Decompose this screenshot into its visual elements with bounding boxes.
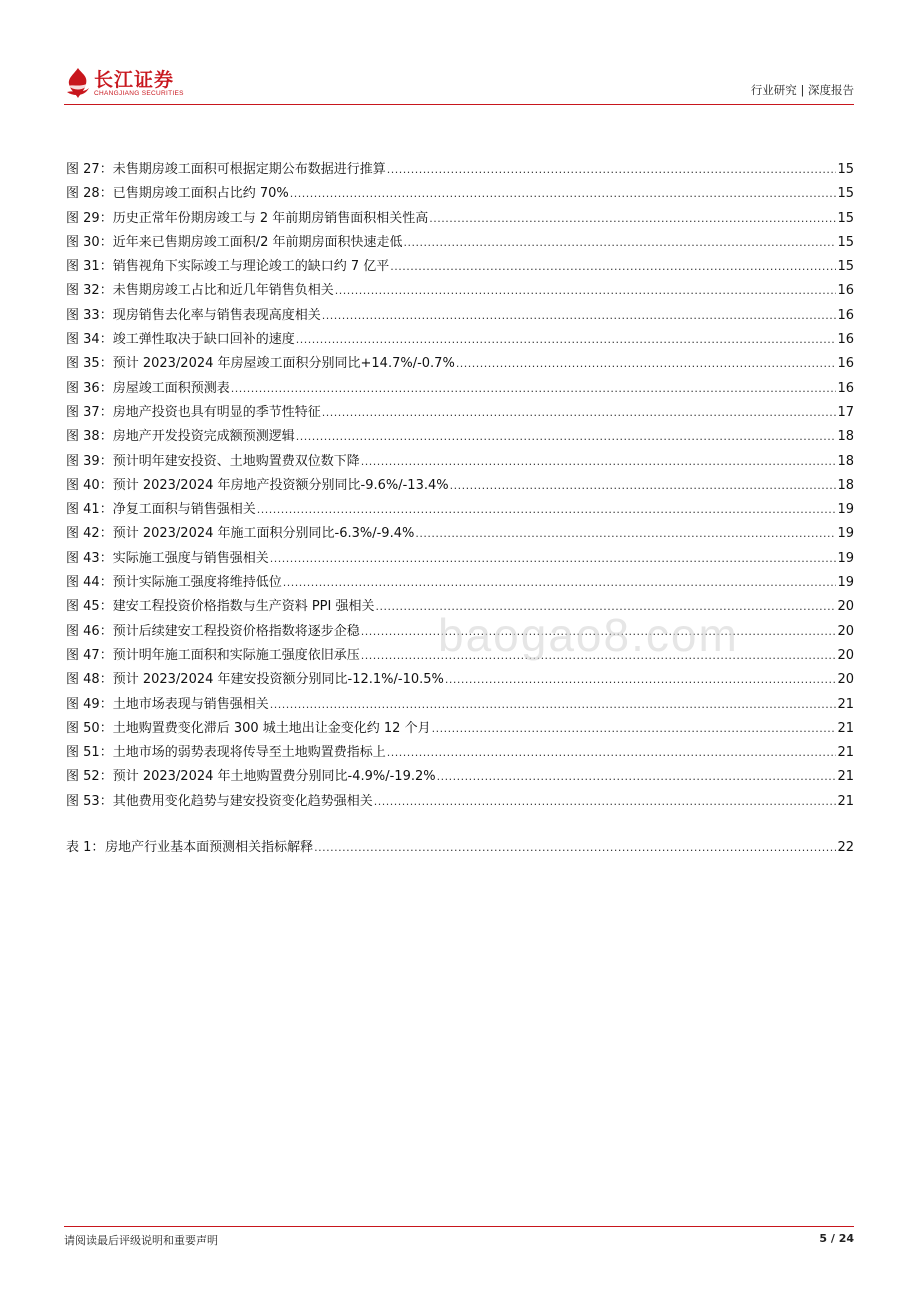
toc-entry-page: 22 (837, 840, 854, 856)
toc-leader-dots (283, 571, 837, 595)
toc-entry-title (66, 522, 414, 546)
toc-entry-label: 图 (66, 162, 80, 177)
toc-entry-text: 净复工面积与销售强相关 (112, 502, 256, 518)
toc-entry-number: 41： (83, 502, 113, 518)
toc-leader-dots (445, 668, 837, 692)
toc-leader-dots (322, 304, 837, 328)
toc-entry-text: 土地购置费变化滞后 300 城土地出让金变化约 12 个月 (112, 720, 431, 736)
toc-entry-text: 预计后续建安工程投资价格指数将逐步企稳 (112, 623, 360, 639)
toc-entry-label: 图 (66, 745, 80, 761)
toc-entry-title (66, 401, 321, 425)
toc-entry-number: 43： (83, 550, 113, 566)
toc-entry[interactable] (66, 595, 854, 619)
toc-entry-page: 19 (837, 502, 854, 518)
toc-entry-number: 44： (83, 575, 113, 591)
toc-entry[interactable] (66, 231, 854, 255)
toc-entry-page: 15 (837, 162, 854, 177)
toc-leader-dots (450, 474, 837, 498)
toc-entry-page: 19 (837, 526, 854, 542)
toc-entry-label: 图 (66, 526, 80, 542)
toc-entry-label: 图 (66, 623, 80, 639)
table-list (66, 836, 854, 860)
toc-entry-title (66, 693, 269, 717)
toc-entry-page: 16 (837, 307, 854, 323)
toc-entry-text: 预计 2023/2024 年施工面积分别同比-6.3%/-9.4% (112, 526, 415, 542)
company-logo (64, 66, 234, 100)
toc-entry-text: 预计 2023/2024 年建安投资额分别同比-12.1%/-10.5% (112, 672, 444, 688)
report-category: 行业研究 | 深度报告 (750, 83, 854, 97)
toc-entry-page: 21 (837, 720, 854, 736)
toc-leader-dots (374, 790, 837, 814)
toc-entry-title (66, 231, 403, 255)
toc-entry-label: 图 (66, 550, 80, 566)
toc-entry[interactable] (66, 425, 854, 449)
toc-entry-number: 37： (83, 404, 113, 420)
toc-entry-page: 17 (837, 404, 854, 420)
toc-entry-text: 房地产开发投资完成额预测逻辑 (112, 429, 295, 445)
toc-entry-page: 20 (837, 672, 854, 688)
toc-entry-number: 1： (83, 840, 105, 856)
toc-entry-label: 图 (66, 356, 80, 372)
toc-leader-dots (361, 450, 837, 474)
toc-entry-page: 15 (837, 210, 854, 226)
figure-list (66, 158, 854, 814)
toc-entry-text: 土地市场的弱势表现将传导至土地购置费指标上 (112, 745, 386, 761)
toc-entry[interactable] (66, 401, 854, 425)
toc-entry[interactable] (66, 836, 854, 860)
toc-entry-number: 40： (83, 477, 113, 493)
toc-entry-text: 销售视角下实际竣工与理论竣工的缺口约 7 亿平 (112, 259, 390, 275)
page-number: 5 / 24 (819, 1232, 854, 1245)
toc-entry-label: 图 (66, 210, 80, 226)
toc-entry-page: 21 (837, 793, 854, 809)
toc-entry-text: 预计 2023/2024 年房地产投资额分别同比-9.6%/-13.4% (112, 477, 449, 493)
toc-entry-label: 表 (66, 840, 80, 856)
toc-entry-label: 图 (66, 599, 80, 615)
toc-entry-page: 16 (837, 332, 854, 348)
toc-entry-number: 30： (83, 234, 113, 250)
toc-entry-label: 图 (66, 696, 80, 712)
toc-entry-title (66, 425, 295, 449)
toc-entry-page: 15 (837, 259, 854, 275)
toc-entry[interactable] (66, 279, 854, 303)
toc-entry-title (66, 450, 360, 474)
toc-entry[interactable] (66, 498, 854, 522)
toc-entry[interactable] (66, 474, 854, 498)
toc-entry-number: 52： (83, 769, 113, 785)
toc-entry-page: 19 (837, 575, 854, 591)
toc-leader-dots (231, 377, 837, 401)
toc-entry-text: 实际施工强度与销售强相关 (112, 550, 269, 566)
toc-leader-dots (361, 620, 837, 644)
toc-entry-label: 图 (66, 332, 80, 348)
toc-entry[interactable] (66, 790, 854, 814)
toc-entry-label: 图 (66, 720, 80, 736)
toc-entry[interactable] (66, 620, 854, 644)
toc-entry-label: 图 (66, 429, 80, 445)
disclaimer-note: 请阅读最后评级说明和重要声明 (64, 1234, 218, 1247)
toc-leader-dots (270, 547, 837, 571)
toc-entry[interactable] (66, 522, 854, 546)
toc-entry-number: 32： (83, 283, 113, 299)
toc-entry-number: 35： (83, 356, 113, 372)
toc-entry-number: 34： (83, 332, 113, 348)
toc-entry[interactable] (66, 717, 854, 741)
toc-entry-page: 20 (837, 623, 854, 639)
toc-entry-title (66, 207, 428, 231)
toc-leader-dots (432, 717, 837, 741)
toc-entry-page: 21 (837, 745, 854, 761)
toc-entry-title (66, 474, 449, 498)
toc-entry[interactable] (66, 377, 854, 401)
toc-entry-label: 图 (66, 186, 80, 202)
flame-logo-icon (64, 66, 92, 100)
toc-entry-page: 18 (837, 429, 854, 445)
toc-entry-number: 46： (83, 623, 113, 639)
toc-entry-title (66, 836, 313, 860)
toc-leader-dots (437, 765, 837, 789)
toc-entry-number: 31： (83, 259, 113, 275)
toc-entry-title (66, 571, 282, 595)
toc-entry-number: 28： (83, 186, 113, 202)
toc-entry[interactable] (66, 741, 854, 765)
toc-leader-dots (290, 182, 837, 206)
toc-entry-text: 土地市场表现与销售强相关 (112, 696, 269, 712)
toc-entry-number: 47： (83, 647, 113, 663)
page-header (64, 62, 854, 104)
toc-entry[interactable] (66, 765, 854, 789)
toc-entry-title (66, 790, 373, 814)
header-divider (64, 104, 854, 105)
toc-entry-number: 29： (83, 210, 113, 226)
toc-entry-title (66, 644, 360, 668)
toc-entry[interactable] (66, 450, 854, 474)
toc-entry[interactable] (66, 158, 854, 182)
toc-entry-text: 未售期房竣工面积可根据定期公布数据进行推算 (112, 162, 386, 177)
toc-entry-title (66, 158, 386, 182)
toc-entry[interactable] (66, 571, 854, 595)
toc-entry-number: 49： (83, 696, 113, 712)
toc-entry-title (66, 279, 334, 303)
toc-entry-title (66, 595, 374, 619)
toc-leader-dots (270, 693, 837, 717)
toc-entry-page: 21 (837, 769, 854, 785)
toc-entry-title (66, 765, 436, 789)
toc-entry-label: 图 (66, 307, 80, 323)
toc-entry-text: 现房销售去化率与销售表现高度相关 (112, 307, 321, 323)
toc-entry-label: 图 (66, 380, 80, 396)
toc-entry-number: 33： (83, 307, 113, 323)
toc-entry-label: 图 (66, 575, 80, 591)
toc-entry-text: 近年来已售期房竣工面积/2 年前期房面积快速走低 (112, 234, 403, 250)
toc-entry-text: 历史正常年份期房竣工与 2 年前期房销售面积相关性高 (112, 210, 429, 226)
toc-entry-number: 27： (83, 162, 113, 177)
toc-entry[interactable] (66, 328, 854, 352)
table-of-contents (66, 158, 854, 860)
toc-entry-title (66, 498, 256, 522)
toc-entry-label: 图 (66, 453, 80, 469)
toc-leader-dots (296, 425, 837, 449)
toc-entry[interactable] (66, 693, 854, 717)
toc-entry[interactable] (66, 182, 854, 206)
toc-entry-text: 预计明年建安投资、土地购置费双位数下降 (112, 453, 360, 469)
toc-leader-dots (257, 498, 837, 522)
toc-entry-page: 18 (837, 477, 854, 493)
watermark: baogao8.com (438, 609, 739, 661)
toc-leader-dots (429, 207, 836, 231)
footer-divider (64, 1226, 854, 1227)
toc-entry-number: 50： (83, 720, 113, 736)
toc-entry-page: 20 (837, 647, 854, 663)
toc-entry-text: 预计 2023/2024 年土地购置费分别同比-4.9%/-19.2% (112, 769, 436, 785)
toc-leader-dots (322, 401, 837, 425)
logo-english-text: CHANGJIANG SECURITIES (94, 90, 184, 97)
toc-entry-title (66, 255, 389, 279)
toc-entry-title (66, 328, 295, 352)
toc-entry[interactable] (66, 547, 854, 571)
toc-entry-title (66, 741, 386, 765)
toc-entry-title (66, 620, 360, 644)
toc-entry-page: 21 (837, 696, 854, 712)
toc-entry[interactable] (66, 352, 854, 376)
toc-entry-page: 16 (837, 380, 854, 396)
toc-entry-page: 15 (837, 234, 854, 250)
toc-entry[interactable] (66, 668, 854, 692)
toc-entry-title (66, 547, 269, 571)
toc-leader-dots (415, 522, 836, 546)
toc-entry-text: 房地产行业基本面预测相关指标解释 (105, 840, 314, 856)
toc-leader-dots (296, 328, 837, 352)
toc-entry-number: 36： (83, 380, 113, 396)
toc-entry-page: 18 (837, 453, 854, 469)
toc-entry-label: 图 (66, 259, 80, 275)
toc-leader-dots (375, 595, 836, 619)
toc-entry-page: 15 (837, 186, 854, 202)
toc-leader-dots (387, 741, 837, 765)
toc-entry-text: 预计 2023/2024 年房屋竣工面积分别同比+14.7%/-0.7% (112, 356, 455, 372)
toc-entry-text: 建安工程投资价格指数与生产资料 PPI 强相关 (112, 599, 375, 615)
toc-entry-number: 39： (83, 453, 113, 469)
toc-entry[interactable] (66, 644, 854, 668)
toc-entry-label: 图 (66, 283, 80, 299)
toc-entry-text: 预计实际施工强度将维持低位 (112, 575, 282, 591)
toc-entry-number: 38： (83, 429, 113, 445)
toc-entry-title (66, 377, 230, 401)
toc-entry-title (66, 304, 321, 328)
toc-leader-dots (390, 255, 836, 279)
toc-entry-label: 图 (66, 672, 80, 688)
toc-entry[interactable] (66, 255, 854, 279)
toc-entry-text: 房屋竣工面积预测表 (112, 380, 230, 396)
toc-entry-title (66, 352, 455, 376)
toc-entry-page: 16 (837, 356, 854, 372)
toc-entry-page: 16 (837, 283, 854, 299)
toc-entry[interactable] (66, 304, 854, 328)
toc-entry-label: 图 (66, 647, 80, 663)
toc-entry-text: 预计明年施工面积和实际施工强度依旧承压 (112, 647, 360, 663)
toc-entry-page: 20 (837, 599, 854, 615)
toc-entry-label: 图 (66, 234, 80, 250)
logo-chinese-text: 长江证券 (94, 69, 175, 91)
toc-leader-dots (404, 231, 837, 255)
toc-entry-text: 房地产投资也具有明显的季节性特征 (112, 404, 321, 420)
toc-entry-text: 竣工弹性取决于缺口回补的速度 (112, 332, 295, 348)
toc-leader-dots (314, 836, 836, 860)
toc-entry[interactable] (66, 207, 854, 231)
toc-leader-dots (456, 352, 837, 376)
toc-entry-title (66, 668, 444, 692)
toc-entry-number: 53： (83, 793, 113, 809)
toc-leader-dots (335, 279, 837, 303)
toc-entry-number: 51： (83, 745, 113, 761)
toc-leader-dots (387, 158, 837, 182)
toc-entry-title (66, 717, 431, 741)
toc-entry-label: 图 (66, 477, 80, 493)
toc-entry-text: 已售期房竣工面积占比约 70% (112, 186, 289, 202)
toc-entry-text: 未售期房竣工占比和近几年销售负相关 (112, 283, 334, 299)
toc-entry-label: 图 (66, 769, 80, 785)
toc-entry-number: 42： (83, 526, 113, 542)
toc-entry-label: 图 (66, 404, 80, 420)
toc-entry-label: 图 (66, 793, 80, 809)
toc-leader-dots (361, 644, 837, 668)
toc-entry-label: 图 (66, 502, 80, 518)
toc-entry-number: 45： (83, 599, 113, 615)
toc-entry-number: 48： (83, 672, 113, 688)
toc-entry-title (66, 182, 289, 206)
toc-entry-text: 其他费用变化趋势与建安投资变化趋势强相关 (112, 793, 373, 809)
toc-entry-page: 19 (837, 550, 854, 566)
